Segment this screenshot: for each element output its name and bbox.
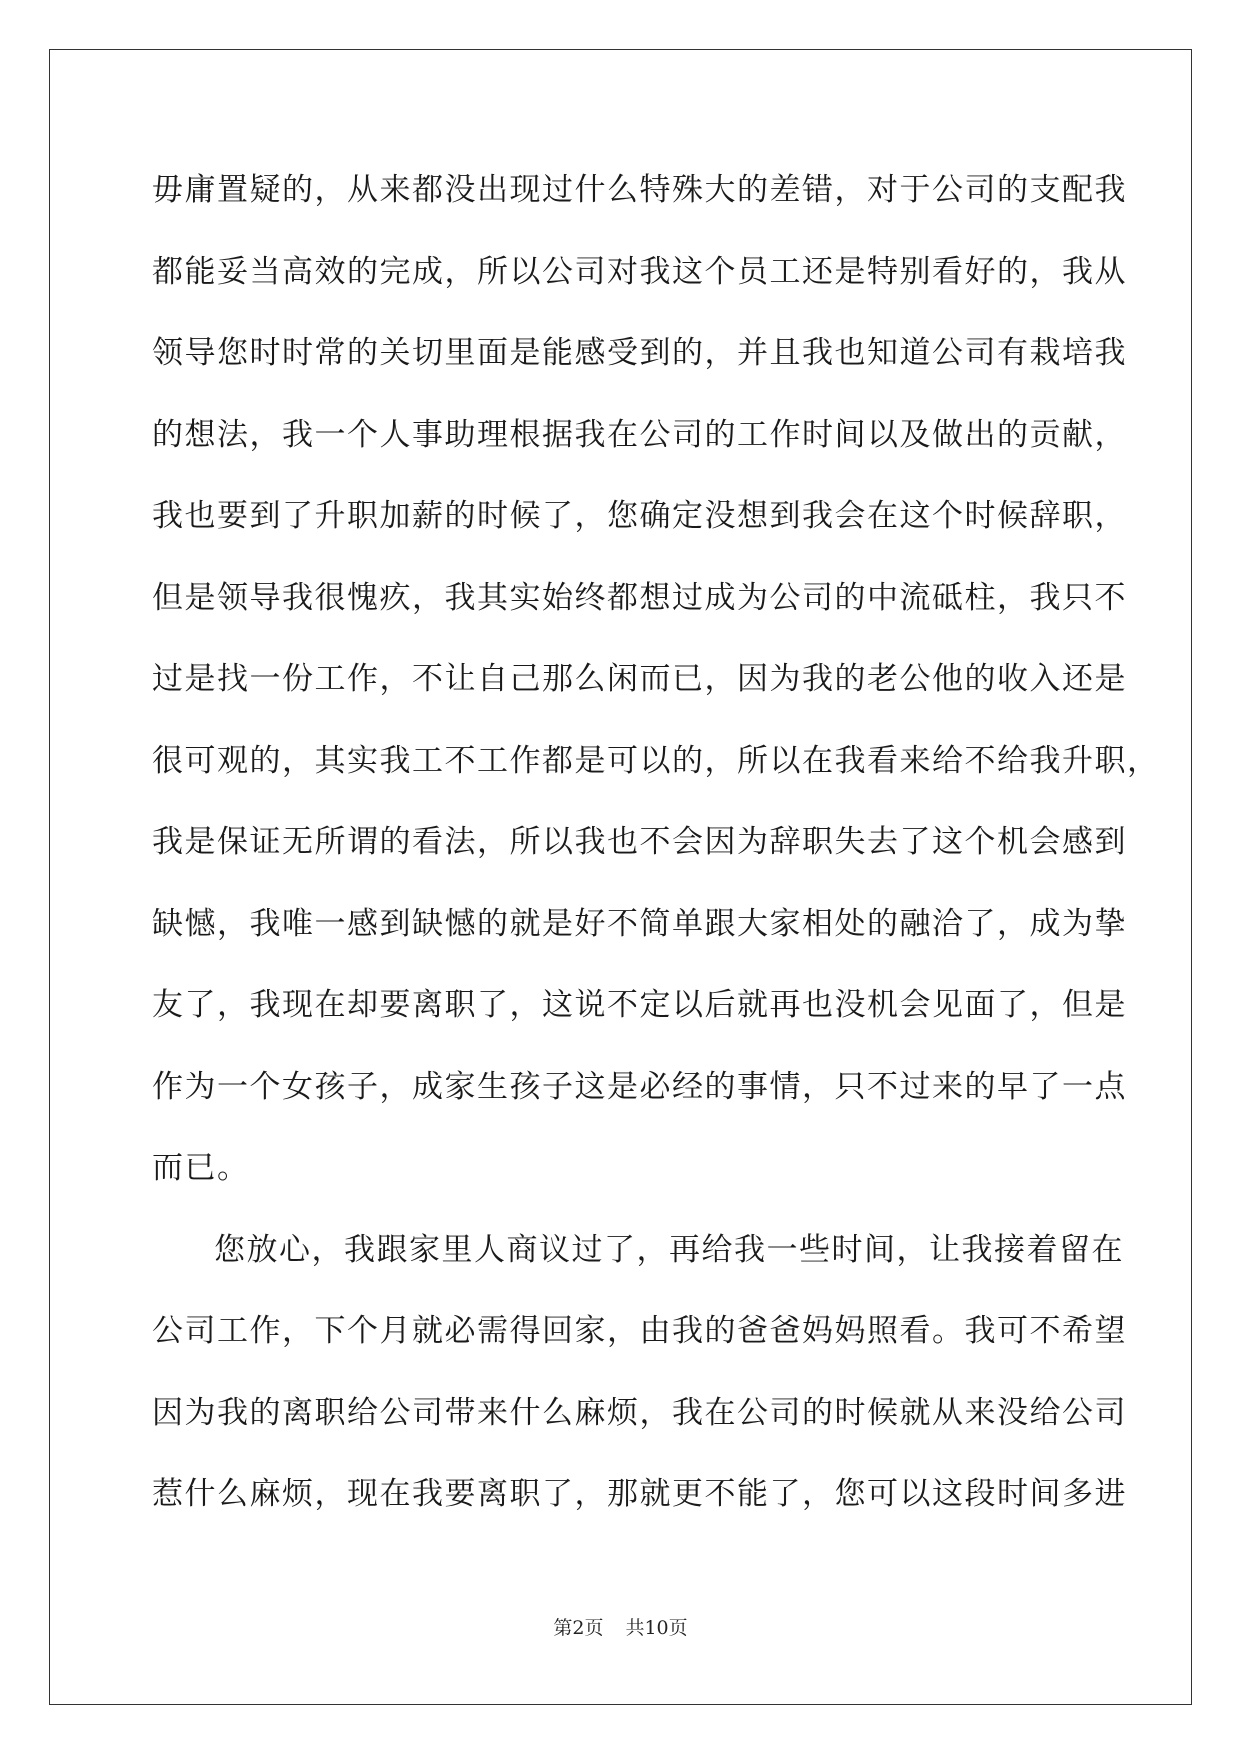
text-line: 友了，我现在却要离职了，这说不定以后就再也没机会见面了，但是 [152, 987, 1127, 1023]
text-line: 作为一个女孩子，成家生孩子这是必经的事情，只不过来的早了一点 [152, 1068, 1127, 1105]
text-line: 公司工作，下个月就必需得回家，由我的爸爸妈妈照看。我可不希望 [152, 1313, 1127, 1349]
text-line: 但是领导我很愧疚，我其实始终都想过成为公司的中流砥柱，我只不 [152, 579, 1127, 616]
text-line: 的想法，我一个人事助理根据我在公司的工作时间以及做出的贡献， [152, 416, 1127, 453]
page-number: 第2页 [553, 1617, 604, 1639]
text-line: 都能妥当高效的完成，所以公司对我这个员工还是特别看好的，我从 [152, 253, 1127, 290]
text-line: 我是保证无所谓的看法，所以我也不会因为辞职失去了这个机会感到 [152, 824, 1127, 860]
document-body [152, 158, 1160, 1544]
text-line: 领导您时时常的关切里面是能感受到的，并且我也知道公司有栽培我 [152, 335, 1127, 371]
text-line: 我也要到了升职加薪的时候了，您确定没想到我会在这个时候辞职， [152, 498, 1127, 534]
text-line: 过是找一份工作，不让自己那么闲而已，因为我的老公他的收入还是 [152, 661, 1127, 697]
page-total: 共10页 [625, 1617, 688, 1639]
text-line: 而已。 [152, 1150, 250, 1186]
paragraph-start-line: 您放心，我跟家里人商议过了，再给我一些时间，让我接着留在 [214, 1231, 1124, 1268]
text-line: 因为我的离职给公司带来什么麻烦，我在公司的时候就从来没给公司 [152, 1394, 1127, 1431]
text-line: 很可观的，其实我工不工作都是可以的，所以在我看来给不给我升职， [152, 742, 1160, 779]
text-line: 毋庸置疑的，从来都没出现过什么特殊大的差错，对于公司的支配我 [152, 172, 1127, 208]
page-footer [0, 1613, 1241, 1640]
text-line: 缺憾，我唯一感到缺憾的就是好不简单跟大家相处的融洽了，成为挚 [152, 905, 1127, 942]
text-line: 惹什么麻烦，现在我要离职了，那就更不能了，您可以这段时间多进 [152, 1476, 1127, 1512]
